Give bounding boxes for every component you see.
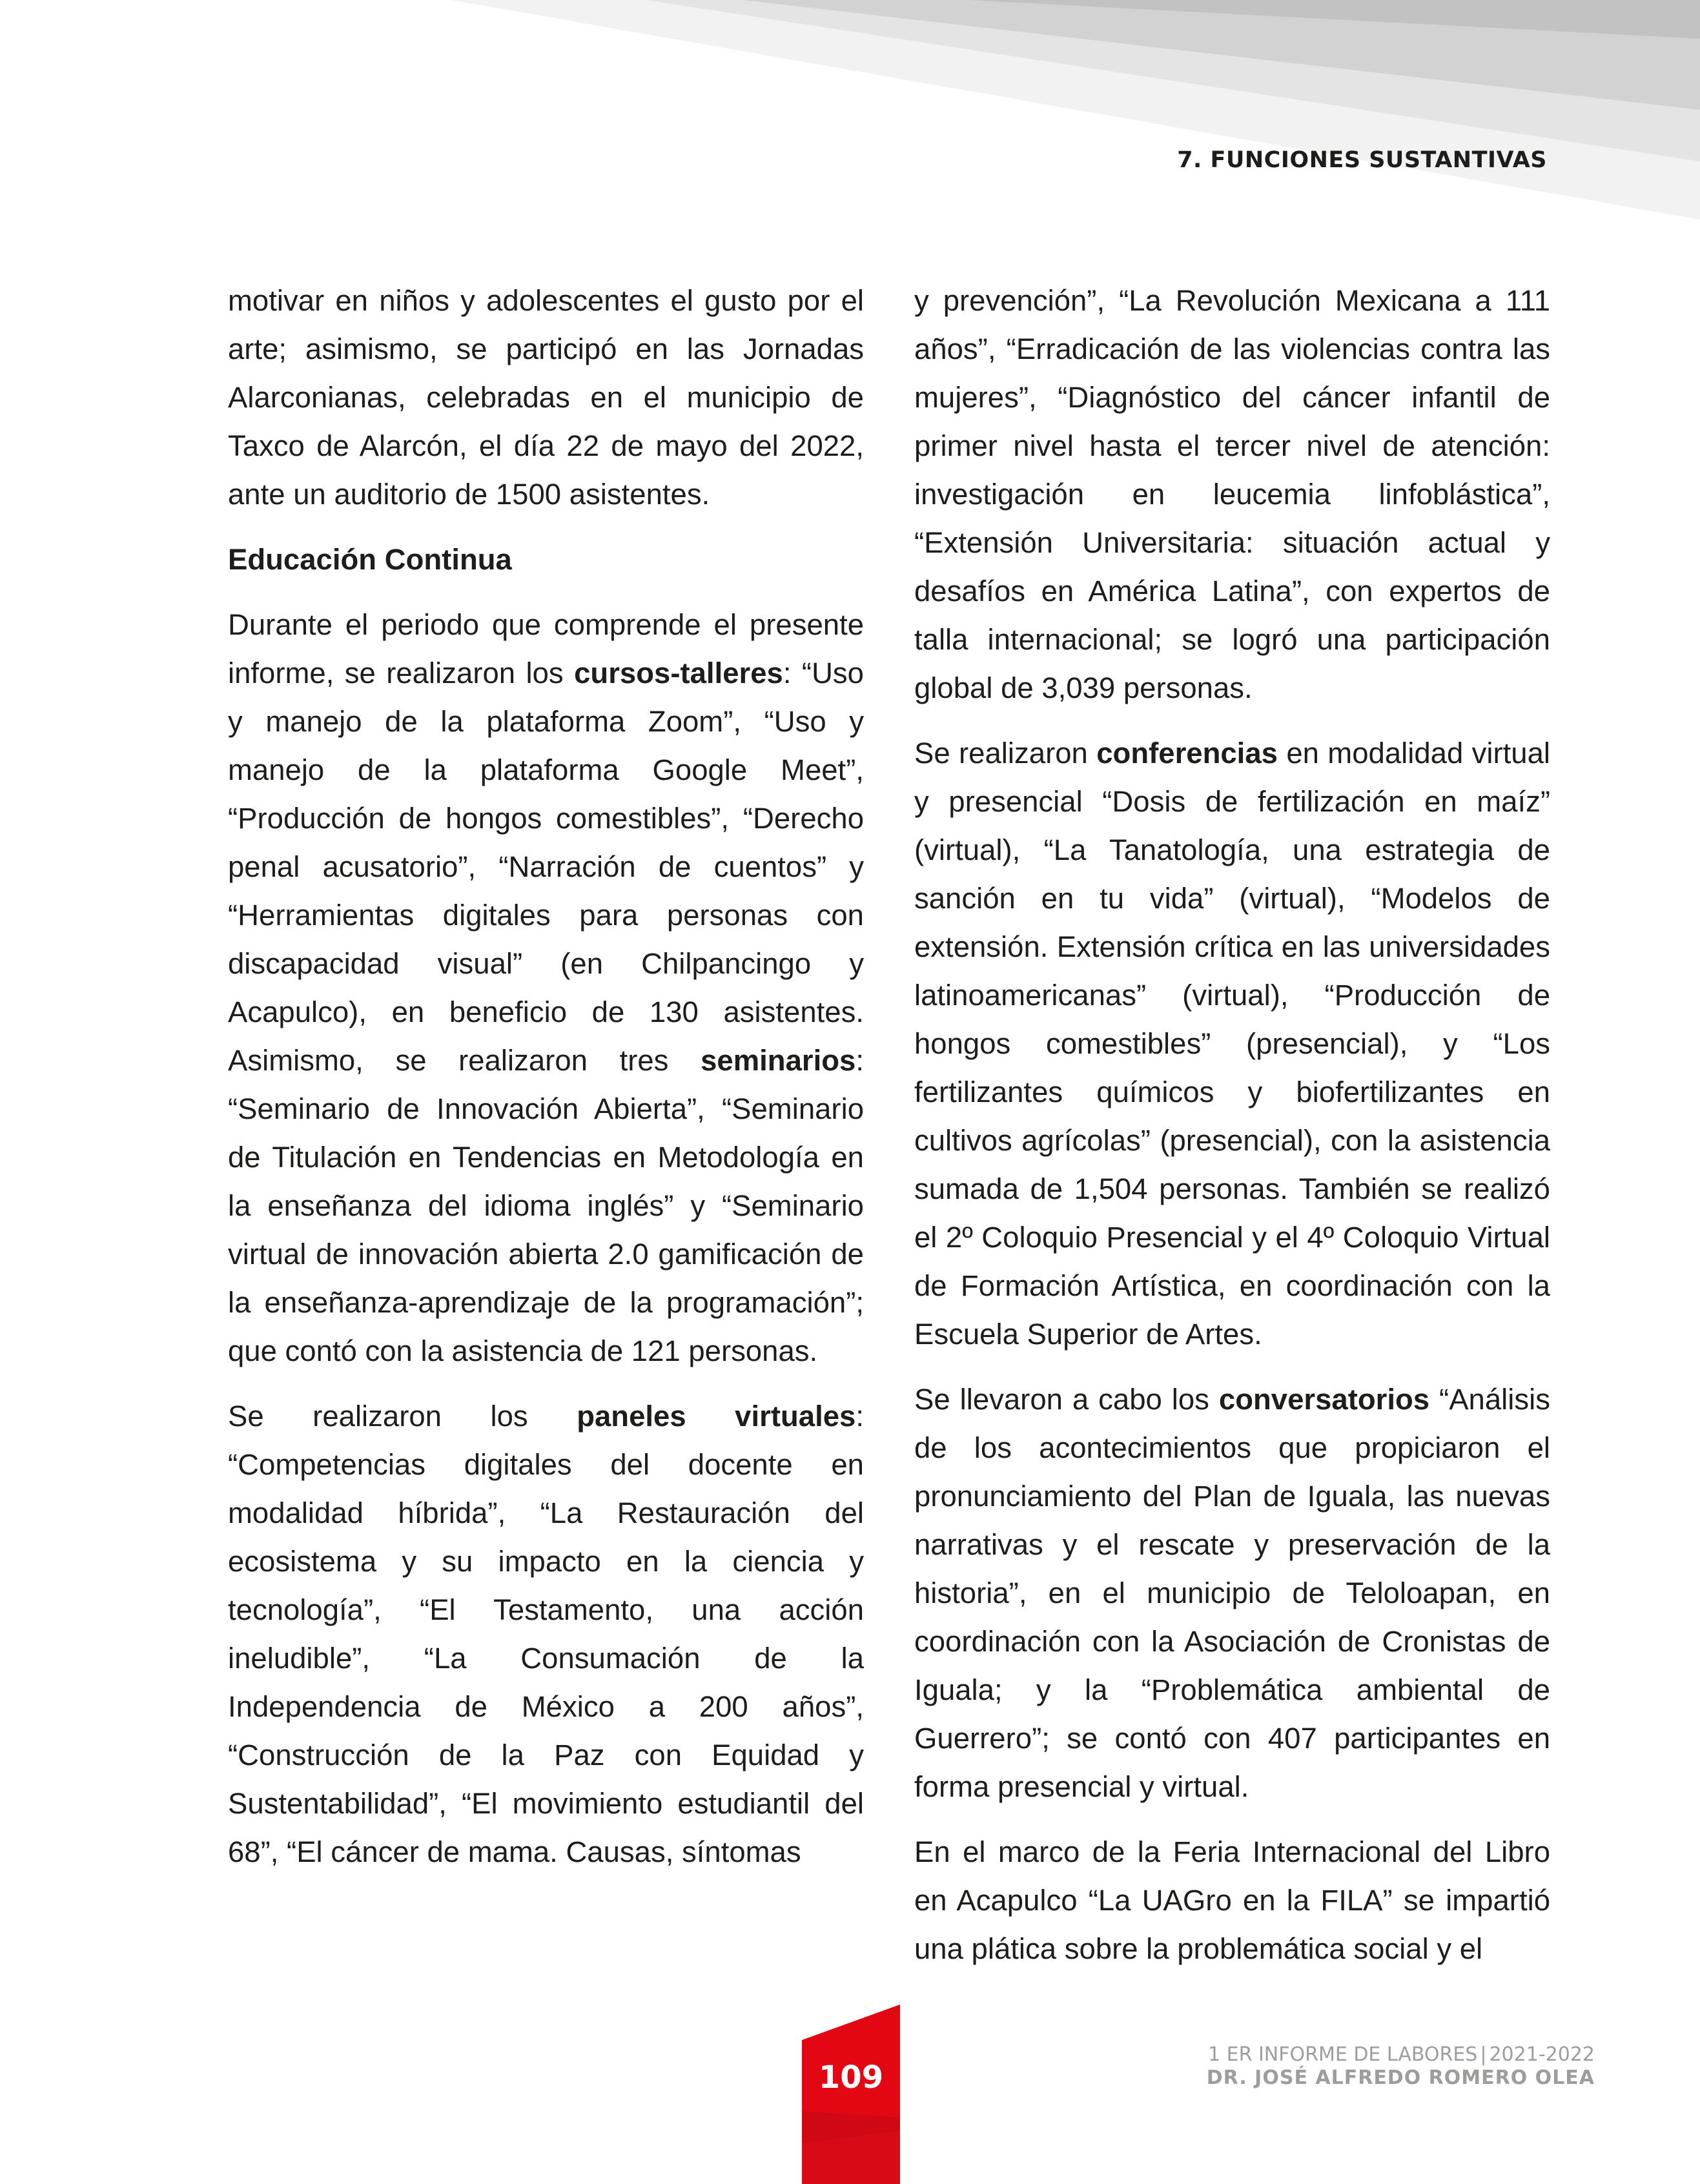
paragraph — [914, 276, 1550, 712]
paragraph-text: y prevención”, “La Revolución Mexicana a 111 años”, “Erradicación de las violencias contra las mujeres”, “Diagnóstico del cáncer infantil de primer nivel hasta el tercer nivel de atención: investigación en leucemia linfoblástica”, “Extensión Universitaria: situación actual y desafíos en América Latina”, con expertos de talla internacional; se logró una participación global de 3,039 personas. — [914, 284, 1550, 704]
separator: | — [1480, 2043, 1487, 2066]
paragraph — [228, 276, 864, 518]
paragraph-text: Se llevaron a cabo los — [914, 1383, 1219, 1416]
bold-term: cursos-talleres — [574, 657, 783, 689]
paragraph-text: Se realizaron los — [228, 1400, 577, 1433]
paragraph-text: En el marco de la Feria Internacional del Libro en Acapulco “La UAGro en la FILA” se impartió una plática sobre la problemática social y el — [914, 1835, 1550, 1965]
page-number: 109 — [818, 2059, 884, 2096]
paragraph-text: : “Seminario de Innovación Abierta”, “Seminario de Titulación en Tendencias en Metodología en la enseñanza del idioma inglés” y “Seminario virtual de innovación abierta 2.0 gamificación de la enseñanza-aprendizaje de la programación”; que contó con la asistencia de 121 personas. — [228, 1044, 864, 1367]
paragraph — [228, 1392, 864, 1876]
report-line — [1207, 2043, 1595, 2067]
author-name: DR. JOSÉ ALFREDO ROMERO OLEA — [1206, 2067, 1595, 2089]
bold-term: conferencias — [1096, 737, 1278, 770]
report-title: 1 ER INFORME DE LABORES — [1207, 2043, 1478, 2066]
left-column — [228, 276, 864, 1893]
paragraph-text: : “Uso y manejo de la plataforma Zoom”, “Uso y manejo de la plataforma Google Meet”, “Producción de hongos comestibles”, “Derecho penal acusatorio”, “Narración de cuentos” y “Herramientas digitales para personas con discapacidad visual” (en Chilpancingo y Acapulco), en beneficio de 130 asistentes. Asimismo, se realizaron tres — [228, 657, 864, 1077]
paragraph-text: Durante el periodo que comprende el presente informe, se realizaron los — [228, 608, 864, 689]
paragraph — [914, 1375, 1550, 1811]
section-heading: Educación Continua — [228, 543, 512, 576]
report-years: 2021-2022 — [1489, 2043, 1595, 2066]
bold-term: seminarios — [701, 1044, 856, 1077]
paragraph-text: “Análisis de los acontecimientos que propiciaron el pronunciamiento del Plan de Iguala, las nuevas narrativas y el rescate y preservación de la historia”, en el municipio de Teloloapan, en coordinación con la Asociación de Cronistas de Iguala; y la “Problemática ambiental de Guerrero”; se contó con 407 participantes en forma presencial y virtual. — [914, 1383, 1550, 1803]
paragraph-text: en modalidad virtual y presencial “Dosis de fertilización en maíz” (virtual), “La Tanatología, una estrategia de sanción en tu vida” (virtual), “Modelos de extensión. Extensión crítica en las universidades latinoamericanas” (virtual), “Producción de hongos comestibles” (presencial), y “Los fertilizantes químicos y biofertilizantes en cultivos agrícolas” (presencial), con la asistencia sumada de 1,504 personas. También se realizó el 2º Coloquio Presencial y el 4º Coloquio Virtual de Formación Artística, en coordinación con la Escuela Superior de Artes. — [914, 737, 1551, 1351]
paragraph-text: motivar en niños y adolescentes el gusto por el arte; asimismo, se participó en las Jornadas Alarconianas, celebradas en el municipio de Taxco de Alarcón, el día 22 de mayo del 2022, ante un auditorio de 1500 asistentes. — [228, 284, 864, 511]
bold-term: conversatorios — [1218, 1383, 1430, 1416]
paragraph-text: Se realizaron — [914, 737, 1097, 770]
paragraph — [228, 600, 864, 1375]
right-column — [914, 276, 1550, 1990]
section-title: 7. FUNCIONES SUSTANTIVAS — [1177, 147, 1547, 173]
paragraph — [914, 1828, 1550, 1973]
paragraph-text: : “Competencias digitales del docente en modalidad híbrida”, “La Restauración del ecosistema y su impacto en la ciencia y tecnología”, “El Testamento, una acción ineludible”, “La Consumación de la Independencia de México a 200 años”, “Construcción de la Paz con Equidad y Sustentabilidad”, “El movimiento estudiantil del 68”, “El cáncer de mama. Causas, síntomas — [228, 1400, 864, 1868]
footer — [1207, 2043, 1595, 2090]
bold-term: paneles virtuales — [577, 1400, 856, 1433]
paragraph — [914, 729, 1550, 1358]
